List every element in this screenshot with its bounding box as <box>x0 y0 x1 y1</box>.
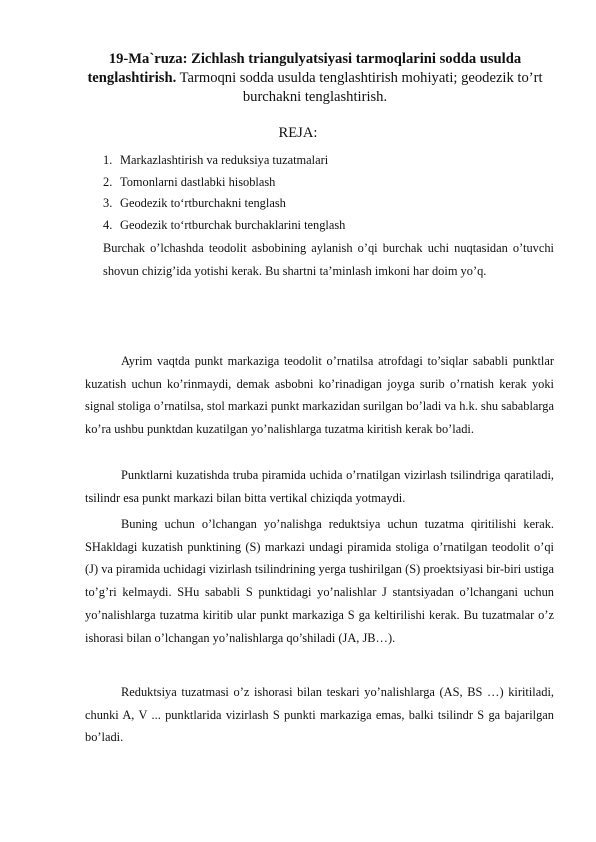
plan-item-text: Geodezik to‘rtburchakni tenglash <box>120 196 286 211</box>
plan-list <box>103 150 345 236</box>
plan-item-text: Tomonlarni dastlabki hisoblash <box>120 174 276 189</box>
plan-item-text: Markazlashtirish va reduksiya tuzatmalari <box>120 153 329 167</box>
plan-item <box>103 215 345 237</box>
plan-item-number: 2. <box>103 174 113 189</box>
paragraph: Buning uchun o’lchangan yo’nalishga reduktsiya uchun tuzatma qiritilishi kerak. SHakldagi kuzatish punktining (S) markazi undagi piramida stoliga o’rnatilgan teodolit o’qi (J) va piramida uchidagi vizirlash tsilindrining yerga tushirilgan (S) proektsiyasi bir-biri ustiga to’g’ri kelmaydi. SHu sababli S punktidagi yo’nalishlar J stantsiyadan o’lchangani uchun yo’nalishlarga tuzatma kiritib ular punkt markaziga S ga keltirilishi kerak. Bu tuzatmalar o’z ishorasi bilan o’lchangan yo’nalishlarga qo’shiladi (JA, JB…). <box>85 517 554 645</box>
paragraph: Burchak o’lchashda teodolit asbobining aylanish o’qi burchak uchi nuqtasidan o’tuvchi shovun chizig’ida yotishi kerak. Bu shartni ta’minlash imkoni har doim yo’q. <box>103 241 554 278</box>
plan-item <box>103 193 345 215</box>
plan-item <box>103 150 345 172</box>
lecture-title-bold: 19-Ma`ruza: Zichlash triangulyatsiyasi tarmoqlarini sodda usulda tenglashtirish. <box>87 51 522 86</box>
plan-heading: REJA: <box>278 125 318 141</box>
plan-item <box>103 172 345 194</box>
paragraph: Reduktsiya tuzatmasi o’z ishorasi bilan teskari yo’nalishlarga (AS, BS …) kiritiladi, chunki A, V ... punktlarida vizirlash S punkti markaziga emas, balki tsilindr S ga bajarilgan bo’ladi. <box>85 685 554 745</box>
plan-item-number: 4. <box>103 217 113 232</box>
plan-item-number: 3. <box>103 196 113 211</box>
plan-item-number: 1. <box>103 153 113 167</box>
paragraph: Punktlarni kuzatishda truba piramida uchida o’rnatilgan vizirlash tsilindriga qaratiladi, tsilindr esa punkt markazi bilan bitta vertikal chiziqda yotmaydi. <box>85 468 554 505</box>
lecture-title <box>80 50 550 107</box>
paragraph: Ayrim vaqtda punkt markaziga teodolit o’rnatilsa atrofdagi to’siqlar sababli punktlar kuzatish uchun ko’rinmaydi, demak asbobni ko’rinadigan joyga surib o’rnatish kerak yoki signal stoliga o’rnatilsa, stol markazi punkt markazidan surilgan bo’ladi va h.k. shu sabablarga ko’ra ushbu punktdan kuzatilgan yo’nalishlarga tuzatma kiritish kerak bo’ladi. <box>85 354 554 437</box>
lecture-title-subtitle: Tarmoqni sodda usulda tenglashtirish mohiyati; geodezik to’rt burchakni tenglashtirish. <box>176 70 543 105</box>
plan-item-text: Geodezik to‘rtburchak burchaklarini tenglash <box>120 217 346 232</box>
